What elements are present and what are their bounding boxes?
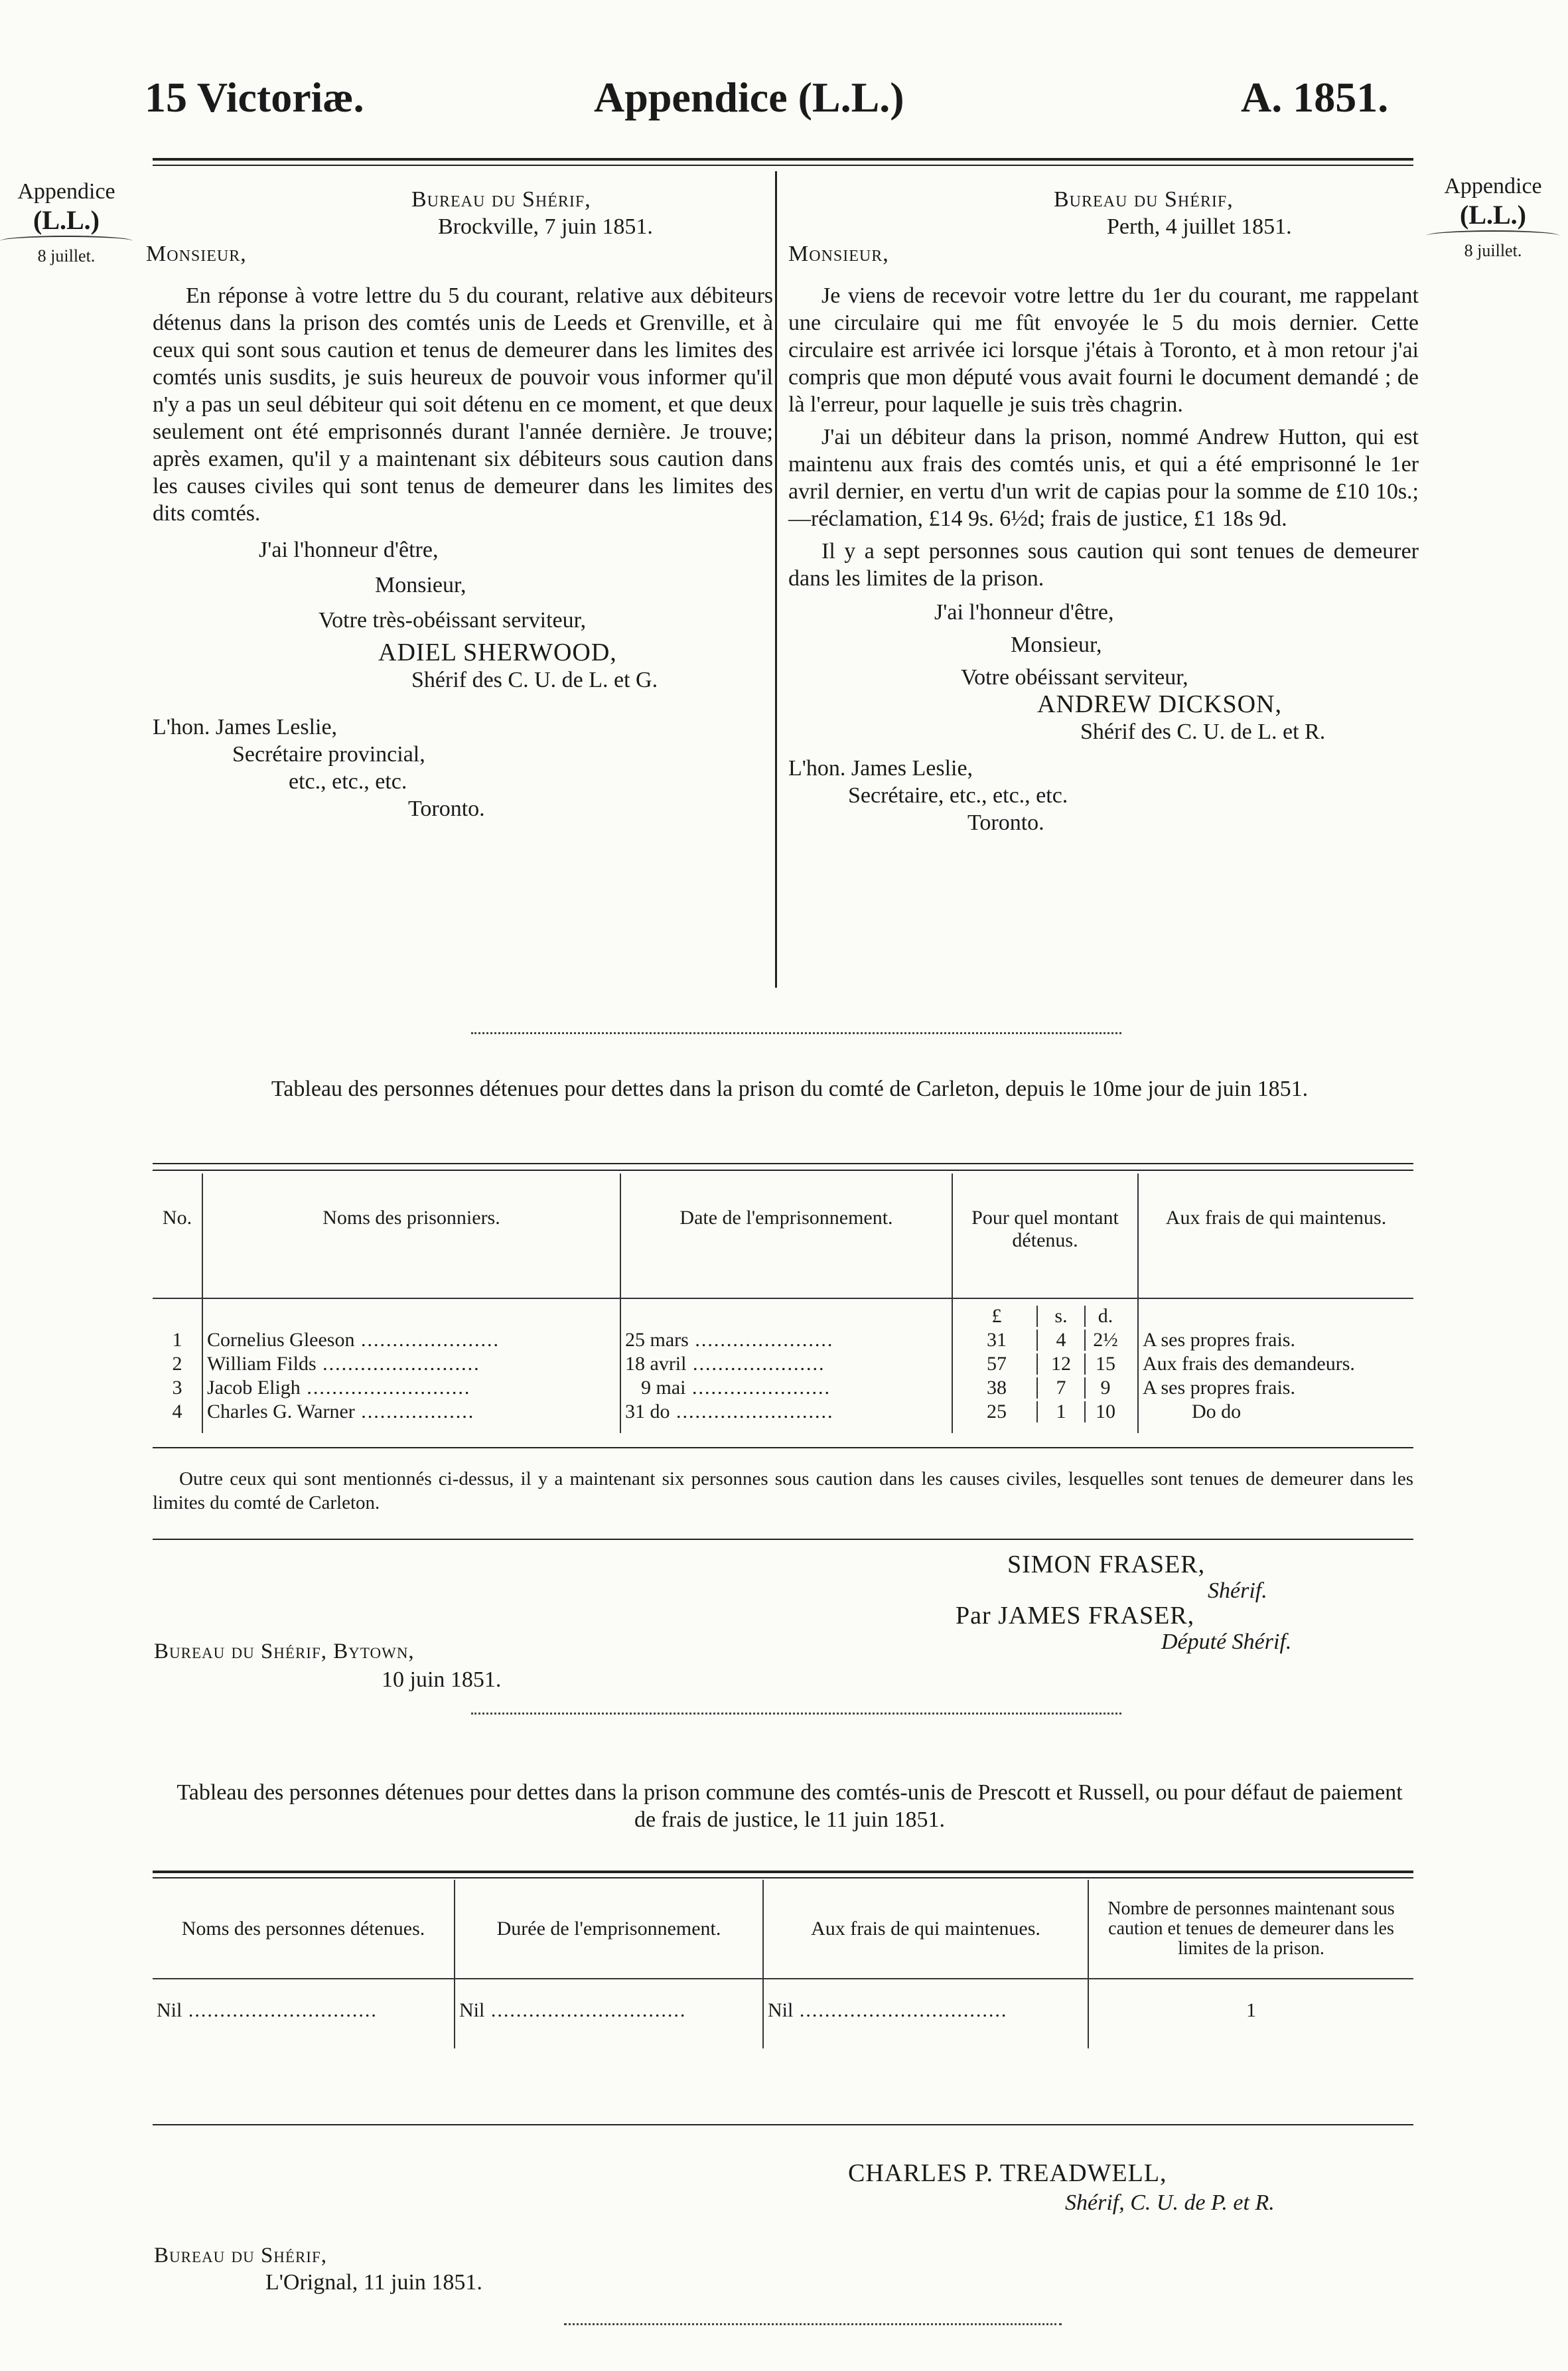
table1-caption-text: Tableau des personnes détenues pour dettes dans la prison du comté de Carleton, depuis le 10me jour de juin 1851. — [271, 1077, 1309, 1101]
letter-left-office: Bureau du Shérif, — [411, 187, 591, 212]
table2-signer-title: Shérif, C. U. de P. et R. — [1065, 2190, 1275, 2215]
table1-signer2-title: Député Shérif. — [1161, 1630, 1292, 1654]
row-shillings: 12 — [1038, 1353, 1086, 1375]
table1-signer1: SIMON FRASER, — [1007, 1551, 1206, 1578]
row-pounds: 57 — [957, 1353, 1038, 1375]
row-name: Charles G. Warner — [207, 1401, 355, 1422]
table-row: 2 William Filds ......................... 18 avril ..................... 57 12 15 Aux frais des demandeurs. — [153, 1352, 1413, 1376]
margin-left-line3: 8 juillet. — [37, 246, 96, 266]
letter-right-addressee: L'hon. James Leslie, — [788, 756, 973, 781]
table-row: 3 Jacob Eligh .......................... 9 mai ...................... 38 7 9 A ses propres frais. — [153, 1376, 1413, 1400]
letter-left-closing3: Votre très-obéissant serviteur, — [319, 608, 587, 633]
margin-right-brace — [1427, 230, 1559, 241]
margin-note-right — [1427, 174, 1559, 261]
table1 — [153, 1174, 1413, 1433]
row-no: 3 — [153, 1376, 202, 1400]
table2-signer: CHARLES P. TREADWELL, — [848, 2159, 1167, 2187]
letter-right-body1: Je viens de recevoir votre lettre du 1er du courant, me rappelant une circulaire qui me fût envoyée le 5 du mois dernier. Cette circulaire est arrivée ici lorsque j'étais à Toronto, et à mon retour j'ai compris que mon député vous avait fourni le document demandé ; de là l'erreur, pour laquelle je suis très chagrin. — [788, 283, 1419, 417]
row-frais: Nil — [768, 1999, 794, 2021]
letter-right-addr2: Secrétaire, etc., etc., etc. — [848, 783, 1068, 808]
letter-right-body2: J'ai un débiteur dans la prison, nommé Andrew Hutton, qui est maintenu aux frais des comtés unis, et qui a été emprisonné le 1er avril dernier, en vertu d'un writ de capias pour la somme de £10 10s.;—réclamation, £14 9s. 6½d; frais de justice, £1 18s 9d. — [788, 425, 1419, 531]
row-pence: 2½ — [1093, 1329, 1118, 1351]
row-frais: A ses propres frais. — [1143, 1377, 1295, 1399]
header-rule-thin — [153, 165, 1413, 166]
table1-caption — [173, 1075, 1407, 1103]
currency-pounds: £ — [957, 1306, 1038, 1327]
row-frais: Do do — [1192, 1401, 1242, 1422]
header-right: A. 1851. — [1241, 74, 1389, 121]
row-shillings: 7 — [1038, 1377, 1086, 1399]
letter-right-body3: Il y a sept personnes sous caution qui sont tenues de demeurer dans les limites de la prison. — [788, 539, 1419, 591]
letter-right-signer-title: Shérif des C. U. de L. et R. — [1080, 720, 1326, 744]
letter-right-closing1: J'ai l'honneur d'être, — [934, 600, 1114, 625]
table1-office: Bureau du Shérif, Bytown, — [154, 1640, 415, 1663]
table2 — [153, 1880, 1413, 2048]
table-row: Nil .............................. Nil ............................... Nil ................................. 1 — [153, 1979, 1413, 2048]
row-pence: 9 — [1100, 1377, 1111, 1399]
row-pounds: 25 — [957, 1401, 1038, 1422]
table2-top-rule2 — [153, 1877, 1413, 1878]
letter-left-closing2: Monsieur, — [375, 573, 466, 597]
table1-bottom-rule — [153, 1447, 1413, 1448]
row-pence: 10 — [1096, 1401, 1115, 1422]
letter-left-addr4: Toronto. — [408, 797, 485, 821]
letter-left-body: En réponse à votre lettre du 5 du courant, relative aux débiteurs détenus dans la prison des comtés unis de Leeds et Grenville, et à ceux qui sont sous caution et tenus de demeurer dans les limites des comtés unis susdits, je suis heureux de pouvoir vous informer qu'il n'y a pas un seul débiteur qui soit détenu en ce moment, et que deux seulement ont été emprisonnés durant l'année dernière. Je trouve; après examen, qu'il y a maintenant six débiteurs sous caution dans les causes civiles qui sont tenus de demeurer dans les limites des dits comtés. — [153, 283, 773, 526]
currency-shillings: s. — [1038, 1306, 1086, 1327]
row-duration: Nil — [459, 1999, 485, 2021]
table1-header-date: Date de l'emprisonnement. — [620, 1174, 952, 1298]
table2-bottom-rule — [153, 2124, 1413, 2125]
header-left: 15 Victoriæ. — [145, 74, 364, 121]
table1-signer2: Par JAMES FRASER, — [956, 1602, 1195, 1630]
row-shillings: 4 — [1038, 1330, 1086, 1351]
table1-date: 10 juin 1851. — [382, 1667, 502, 1692]
margin-note-left — [0, 179, 133, 266]
section-separator-1 — [471, 1032, 1121, 1034]
header-center: Appendice (L.L.) — [594, 74, 904, 121]
table1-top-rule2 — [153, 1170, 1413, 1171]
row-shillings: 1 — [1038, 1401, 1086, 1422]
section-separator-3 — [564, 2323, 1062, 2325]
table-row: 4 Charles G. Warner .................. 31 do ......................... 25 1 10 Do do — [153, 1400, 1413, 1433]
row-pence: 15 — [1096, 1353, 1115, 1375]
row-frais: A ses propres frais. — [1143, 1329, 1295, 1351]
table1-header-no: No. — [153, 1174, 202, 1298]
table1-header-name: Noms des prisonniers. — [202, 1174, 620, 1298]
table1-top-rule — [153, 1163, 1413, 1164]
row-names: Nil — [157, 1999, 182, 2021]
row-pounds: 38 — [957, 1377, 1038, 1399]
row-frais: Aux frais des demandeurs. — [1143, 1353, 1355, 1375]
column-divider — [775, 171, 777, 988]
table1-signer1-title: Shérif. — [1208, 1578, 1267, 1603]
table2-header-names: Noms des personnes détenues. — [153, 1880, 455, 1979]
table2-caption — [173, 1779, 1407, 1833]
row-no: 4 — [153, 1400, 202, 1433]
row-name: Jacob Eligh — [207, 1377, 301, 1399]
table2-top-rule — [153, 1871, 1413, 1873]
table2-header-duration: Durée de l'emprisonnement. — [455, 1880, 763, 1979]
letter-left-signer-title: Shérif des C. U. de L. et G. — [411, 668, 658, 692]
row-name: William Filds — [207, 1353, 317, 1375]
letter-left — [146, 186, 773, 822]
row-date: 18 avril — [625, 1353, 687, 1375]
letter-right-addr3: Toronto. — [967, 810, 1044, 835]
table2-header-count: Nombre de personnes maintenant sous caution et tenues de demeurer dans les limites de la prison. — [1088, 1880, 1413, 1979]
margin-right-line3: 8 juillet. — [1464, 241, 1522, 260]
letter-left-place-date: Brockville, 7 juin 1851. — [438, 214, 653, 239]
row-name: Cornelius Gleeson — [207, 1329, 355, 1351]
row-pounds: 31 — [957, 1330, 1038, 1351]
table1-note-rule — [153, 1539, 1413, 1540]
header-rule — [153, 158, 1413, 161]
letter-right-signer: ANDREW DICKSON, — [1037, 690, 1282, 718]
letter-right-salutation: Monsieur, — [788, 242, 889, 266]
margin-left-line1: Appendice — [17, 179, 115, 204]
letter-left-addressee: L'hon. James Leslie, — [153, 715, 338, 739]
table2-caption-text: Tableau des personnes détenues pour dettes dans la prison commune des comtés-unis de Prescott et Russell, ou pour défaut de paiement de frais de justice, le 11 juin 1851. — [177, 1780, 1403, 1832]
letter-right-closing3: Votre obéissant serviteur, — [961, 665, 1188, 690]
table2-date: L'Orignal, 11 juin 1851. — [265, 2270, 482, 2295]
letter-left-addr3: etc., etc., etc. — [289, 769, 407, 794]
margin-right-line1: Appendice — [1444, 174, 1542, 198]
letter-left-addr2: Secrétaire provincial, — [232, 742, 425, 767]
letter-right-office: Bureau du Shérif, — [1054, 187, 1234, 212]
margin-right-line2: (L.L.) — [1460, 200, 1526, 230]
row-date: 25 mars — [625, 1329, 689, 1351]
row-no: 1 — [153, 1328, 202, 1352]
section-separator-2 — [471, 1713, 1121, 1715]
row-count: 1 — [1246, 1999, 1256, 2021]
table-row: 1 Cornelius Gleeson ...................... 25 mars ...................... 31 4 2½ A ses propres frais. — [153, 1328, 1413, 1352]
letter-left-signer: ADIEL SHERWOOD, — [378, 639, 617, 666]
letter-right-place-date: Perth, 4 juillet 1851. — [1107, 214, 1292, 239]
margin-left-brace — [0, 236, 133, 246]
currency-pence: d. — [1098, 1305, 1113, 1327]
row-date: 31 do — [625, 1401, 670, 1422]
letter-right-closing2: Monsieur, — [1011, 633, 1102, 657]
table2-office: Bureau du Shérif, — [154, 2244, 328, 2267]
row-date: 9 mai — [641, 1377, 686, 1399]
table1-note: Outre ceux qui sont mentionnés ci-dessus, il y a maintenant six personnes sous caution dans les causes civiles, lesquelles sont tenues de demeurer dans les limites du comté de Carleton. — [153, 1468, 1413, 1513]
letter-left-closing1: J'ai l'honneur d'être, — [259, 538, 439, 562]
row-no: 2 — [153, 1352, 202, 1376]
table1-header-amount: Pour quel montant détenus. — [952, 1174, 1138, 1298]
table1-header-frais: Aux frais de qui maintenus. — [1138, 1174, 1413, 1298]
letter-right — [788, 186, 1419, 836]
table2-header-frais: Aux frais de qui maintenues. — [763, 1880, 1088, 1979]
margin-left-line2: (L.L.) — [33, 205, 100, 235]
letter-left-salutation: Monsieur, — [146, 242, 247, 266]
